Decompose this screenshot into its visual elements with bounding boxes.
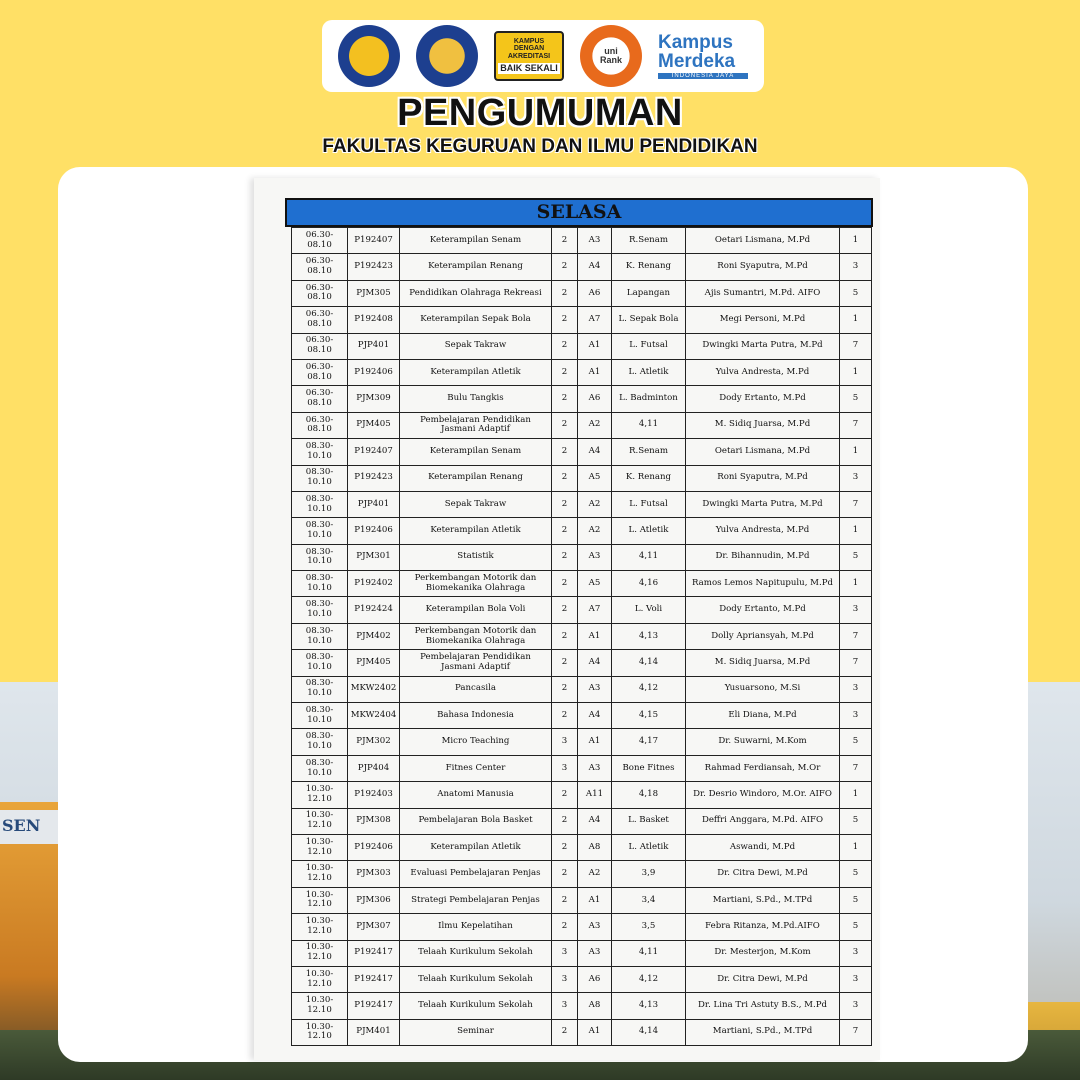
- cell-course-name: Evaluasi Pembelajaran Penjas: [400, 861, 552, 887]
- cell-class: A11: [578, 782, 612, 808]
- cell-credits: 2: [552, 307, 578, 333]
- cell-course-name: Micro Teaching: [400, 729, 552, 755]
- unirank-badge-icon: uni Rank: [580, 25, 642, 87]
- cell-course-code: P192406: [348, 834, 400, 860]
- cell-course-code: MKW2402: [348, 676, 400, 702]
- cell-time: 10.30-12.10: [292, 914, 348, 940]
- cell-credits: 2: [552, 544, 578, 570]
- cell-class: A3: [578, 940, 612, 966]
- cell-course-code: PJM301: [348, 544, 400, 570]
- cell-course-name: Keterampilan Sepak Bola: [400, 307, 552, 333]
- kampus-merdeka-logo-icon: Kampus Merdeka INDONESIA JAYA: [658, 31, 748, 81]
- cell-course-code: PJP401: [348, 333, 400, 359]
- cell-lecturer: Dody Ertanto, M.Pd: [686, 386, 840, 412]
- table-row: [292, 755, 872, 781]
- cell-course-code: PJP404: [348, 755, 400, 781]
- cell-course-name: Bulu Tangkis: [400, 386, 552, 412]
- cell-lecturer: Oetari Lismana, M.Pd: [686, 228, 840, 254]
- table-row: [292, 650, 872, 676]
- cell-semester: 3: [840, 940, 872, 966]
- cell-time: 08.30-10.10: [292, 650, 348, 676]
- cell-semester: 5: [840, 808, 872, 834]
- cell-room: L. Atletik: [612, 359, 686, 385]
- cell-room: 4,14: [612, 1019, 686, 1045]
- cell-semester: 3: [840, 703, 872, 729]
- table-row: [292, 597, 872, 623]
- cell-semester: 7: [840, 1019, 872, 1045]
- cell-room: K. Renang: [612, 465, 686, 491]
- cell-semester: 5: [840, 861, 872, 887]
- cell-room: L. Atletik: [612, 834, 686, 860]
- cell-class: A1: [578, 359, 612, 385]
- cell-room: L. Sepak Bola: [612, 307, 686, 333]
- cell-course-name: Telaah Kurikulum Sekolah: [400, 966, 552, 992]
- cell-course-name: Keterampilan Atletik: [400, 359, 552, 385]
- cell-room: 4,15: [612, 703, 686, 729]
- cell-time: 08.30-10.10: [292, 518, 348, 544]
- table-row: [292, 808, 872, 834]
- table-row: [292, 491, 872, 517]
- table-row: [292, 940, 872, 966]
- cell-lecturer: Roni Syaputra, M.Pd: [686, 254, 840, 280]
- cell-course-code: P192417: [348, 940, 400, 966]
- cell-time: 06.30-08.10: [292, 280, 348, 306]
- cell-class: A7: [578, 597, 612, 623]
- cell-course-code: PJM306: [348, 887, 400, 913]
- table-row: [292, 966, 872, 992]
- cell-semester: 7: [840, 412, 872, 438]
- cell-credits: 2: [552, 228, 578, 254]
- page-title: PENGUMUMAN: [397, 92, 683, 134]
- cell-room: 4,14: [612, 650, 686, 676]
- cell-course-code: MKW2404: [348, 703, 400, 729]
- cell-class: A2: [578, 518, 612, 544]
- cell-credits: 2: [552, 597, 578, 623]
- cell-lecturer: Dwingki Marta Putra, M.Pd: [686, 333, 840, 359]
- cell-course-code: PJM405: [348, 412, 400, 438]
- cell-course-name: Strategi Pembelajaran Penjas: [400, 887, 552, 913]
- cell-lecturer: Ajis Sumantri, M.Pd. AIFO: [686, 280, 840, 306]
- cell-course-name: Pendidikan Olahraga Rekreasi: [400, 280, 552, 306]
- cell-time: 08.30-10.10: [292, 703, 348, 729]
- cell-time: 10.30-12.10: [292, 966, 348, 992]
- cell-semester: 7: [840, 491, 872, 517]
- table-row: [292, 782, 872, 808]
- cell-class: A8: [578, 834, 612, 860]
- cell-room: R.Senam: [612, 228, 686, 254]
- cell-credits: 2: [552, 703, 578, 729]
- schedule-body: [292, 228, 872, 1046]
- cell-room: L. Basket: [612, 808, 686, 834]
- cell-class: A2: [578, 861, 612, 887]
- cell-class: A4: [578, 650, 612, 676]
- cell-semester: 3: [840, 254, 872, 280]
- cell-lecturer: Roni Syaputra, M.Pd: [686, 465, 840, 491]
- cell-class: A1: [578, 1019, 612, 1045]
- cell-class: A3: [578, 755, 612, 781]
- university-seal-icon: [338, 25, 400, 87]
- cell-credits: 2: [552, 254, 578, 280]
- cell-credits: 2: [552, 808, 578, 834]
- table-row: [292, 412, 872, 438]
- cell-credits: 2: [552, 518, 578, 544]
- cell-lecturer: Dr. Mesterjon, M.Kom: [686, 940, 840, 966]
- cell-course-code: P192402: [348, 571, 400, 597]
- cell-class: A7: [578, 307, 612, 333]
- cell-room: 4,17: [612, 729, 686, 755]
- cell-lecturer: Martiani, S.Pd., M.TPd: [686, 887, 840, 913]
- cell-room: L. Futsal: [612, 491, 686, 517]
- cell-semester: 1: [840, 228, 872, 254]
- page-subtitle: FAKULTAS KEGURUAN DAN ILMU PENDIDIKAN: [322, 136, 758, 157]
- cell-lecturer: Febra Ritanza, M.Pd.AIFO: [686, 914, 840, 940]
- table-row: [292, 439, 872, 465]
- cell-credits: 3: [552, 993, 578, 1019]
- cell-room: 4,16: [612, 571, 686, 597]
- cell-time: 06.30-08.10: [292, 228, 348, 254]
- cell-time: 06.30-08.10: [292, 307, 348, 333]
- cell-course-code: PJM303: [348, 861, 400, 887]
- cell-course-name: Pembelajaran Pendidikan Jasmani Adaptif: [400, 650, 552, 676]
- cell-semester: 1: [840, 782, 872, 808]
- table-row: [292, 914, 872, 940]
- table-row: [292, 1019, 872, 1045]
- cell-room: L. Futsal: [612, 333, 686, 359]
- building-sign: SEN: [0, 810, 66, 844]
- cell-class: A1: [578, 333, 612, 359]
- cell-lecturer: Dolly Apriansyah, M.Pd: [686, 623, 840, 649]
- cell-credits: 2: [552, 861, 578, 887]
- cell-credits: 2: [552, 914, 578, 940]
- cell-semester: 3: [840, 465, 872, 491]
- table-row: [292, 993, 872, 1019]
- cell-time: 06.30-08.10: [292, 386, 348, 412]
- cell-course-name: Seminar: [400, 1019, 552, 1045]
- cell-credits: 2: [552, 491, 578, 517]
- cell-lecturer: Rahmad Ferdiansah, M.Or: [686, 755, 840, 781]
- cell-time: 06.30-08.10: [292, 359, 348, 385]
- cell-credits: 2: [552, 623, 578, 649]
- cell-course-name: Keterampilan Senam: [400, 228, 552, 254]
- cell-course-code: PJM402: [348, 623, 400, 649]
- cell-lecturer: Dr. Citra Dewi, M.Pd: [686, 966, 840, 992]
- cell-room: 3,4: [612, 887, 686, 913]
- cell-room: 3,5: [612, 914, 686, 940]
- cell-time: 10.30-12.10: [292, 940, 348, 966]
- cell-class: A4: [578, 808, 612, 834]
- cell-time: 10.30-12.10: [292, 993, 348, 1019]
- cell-semester: 1: [840, 439, 872, 465]
- cell-course-name: Perkembangan Motorik dan Biomekanika Olahraga: [400, 571, 552, 597]
- cell-semester: 5: [840, 280, 872, 306]
- table-row: [292, 280, 872, 306]
- cell-lecturer: Dody Ertanto, M.Pd: [686, 597, 840, 623]
- cell-room: L. Badminton: [612, 386, 686, 412]
- cell-semester: 5: [840, 544, 872, 570]
- cell-course-code: PJP401: [348, 491, 400, 517]
- cell-semester: 5: [840, 729, 872, 755]
- cell-semester: 3: [840, 676, 872, 702]
- cell-room: 3,9: [612, 861, 686, 887]
- cell-course-code: P192423: [348, 465, 400, 491]
- cell-time: 08.30-10.10: [292, 491, 348, 517]
- cell-lecturer: Dr. Lina Tri Astuty B.S., M.Pd: [686, 993, 840, 1019]
- cell-class: A2: [578, 412, 612, 438]
- cell-lecturer: Dwingki Marta Putra, M.Pd: [686, 491, 840, 517]
- cell-course-code: PJM307: [348, 914, 400, 940]
- cell-course-name: Keterampilan Atletik: [400, 518, 552, 544]
- table-row: [292, 465, 872, 491]
- cell-course-name: Keterampilan Bola Voli: [400, 597, 552, 623]
- cell-credits: 2: [552, 359, 578, 385]
- cell-credits: 2: [552, 412, 578, 438]
- cell-credits: 2: [552, 834, 578, 860]
- table-row: [292, 386, 872, 412]
- cell-course-name: Pembelajaran Bola Basket: [400, 808, 552, 834]
- cell-course-code: PJM405: [348, 650, 400, 676]
- cell-time: 10.30-12.10: [292, 782, 348, 808]
- cell-semester: 3: [840, 597, 872, 623]
- cell-class: A4: [578, 439, 612, 465]
- cell-course-code: P192406: [348, 359, 400, 385]
- cell-time: 08.30-10.10: [292, 571, 348, 597]
- cell-room: Lapangan: [612, 280, 686, 306]
- cell-time: 08.30-10.10: [292, 465, 348, 491]
- cell-course-code: P192423: [348, 254, 400, 280]
- cell-time: 06.30-08.10: [292, 333, 348, 359]
- cell-course-name: Fitnes Center: [400, 755, 552, 781]
- cell-time: 08.30-10.10: [292, 544, 348, 570]
- cell-credits: 2: [552, 887, 578, 913]
- cell-lecturer: Dr. Citra Dewi, M.Pd: [686, 861, 840, 887]
- cell-credits: 2: [552, 650, 578, 676]
- cell-time: 08.30-10.10: [292, 755, 348, 781]
- cell-class: A2: [578, 491, 612, 517]
- cell-lecturer: Yulva Andresta, M.Pd: [686, 518, 840, 544]
- cell-class: A3: [578, 914, 612, 940]
- cell-credits: 2: [552, 280, 578, 306]
- cell-class: A6: [578, 966, 612, 992]
- cell-time: 08.30-10.10: [292, 676, 348, 702]
- cell-lecturer: Megi Personi, M.Pd: [686, 307, 840, 333]
- cell-class: A8: [578, 993, 612, 1019]
- cell-lecturer: Yulva Andresta, M.Pd: [686, 359, 840, 385]
- table-row: [292, 228, 872, 254]
- cell-lecturer: Dr. Bihannudin, M.Pd: [686, 544, 840, 570]
- cell-course-name: Sepak Takraw: [400, 491, 552, 517]
- table-row: [292, 887, 872, 913]
- cell-semester: 7: [840, 650, 872, 676]
- table-row: [292, 676, 872, 702]
- cell-class: A1: [578, 623, 612, 649]
- cell-credits: 3: [552, 940, 578, 966]
- cell-lecturer: Ramos Lemos Napitupulu, M.Pd: [686, 571, 840, 597]
- logo-strip: [322, 20, 764, 92]
- cell-class: A3: [578, 676, 612, 702]
- cell-lecturer: Oetari Lismana, M.Pd: [686, 439, 840, 465]
- cell-course-code: P192403: [348, 782, 400, 808]
- cell-semester: 5: [840, 887, 872, 913]
- cell-course-code: PJM401: [348, 1019, 400, 1045]
- table-row: [292, 834, 872, 860]
- cell-time: 06.30-08.10: [292, 412, 348, 438]
- cell-room: Bone Fitnes: [612, 755, 686, 781]
- cell-room: 4,13: [612, 623, 686, 649]
- cell-room: K. Renang: [612, 254, 686, 280]
- cell-class: A1: [578, 887, 612, 913]
- cell-room: 4,11: [612, 544, 686, 570]
- table-row: [292, 254, 872, 280]
- cell-time: 06.30-08.10: [292, 254, 348, 280]
- cell-time: 08.30-10.10: [292, 439, 348, 465]
- table-row: [292, 518, 872, 544]
- cell-time: 10.30-12.10: [292, 1019, 348, 1045]
- cell-room: 4,13: [612, 993, 686, 1019]
- accreditation-badge-icon: KAMPUS DENGAN AKREDITASI BAIK SEKALI: [494, 31, 564, 81]
- cell-semester: 7: [840, 623, 872, 649]
- cell-class: A3: [578, 228, 612, 254]
- cell-room: 4,18: [612, 782, 686, 808]
- cell-time: 10.30-12.10: [292, 834, 348, 860]
- cell-class: A3: [578, 544, 612, 570]
- cell-course-code: P192406: [348, 518, 400, 544]
- cell-room: L. Atletik: [612, 518, 686, 544]
- cell-time: 10.30-12.10: [292, 808, 348, 834]
- cell-semester: 5: [840, 914, 872, 940]
- cell-course-code: PJM305: [348, 280, 400, 306]
- cell-course-code: P192407: [348, 439, 400, 465]
- cell-lecturer: Dr. Suwarni, M.Kom: [686, 729, 840, 755]
- cell-credits: 2: [552, 386, 578, 412]
- cell-time: 08.30-10.10: [292, 729, 348, 755]
- cell-semester: 1: [840, 518, 872, 544]
- cell-course-name: Anatomi Manusia: [400, 782, 552, 808]
- cell-lecturer: Dr. Desrio Windoro, M.Or. AIFO: [686, 782, 840, 808]
- cell-credits: 3: [552, 755, 578, 781]
- cell-credits: 2: [552, 676, 578, 702]
- cell-semester: 1: [840, 307, 872, 333]
- cell-course-name: Keterampilan Renang: [400, 465, 552, 491]
- cell-semester: 1: [840, 571, 872, 597]
- cell-lecturer: Eli Diana, M.Pd: [686, 703, 840, 729]
- cell-room: 4,12: [612, 676, 686, 702]
- cell-room: R.Senam: [612, 439, 686, 465]
- cell-course-name: Bahasa Indonesia: [400, 703, 552, 729]
- cell-course-code: PJM309: [348, 386, 400, 412]
- faculty-seal-icon: [416, 25, 478, 87]
- cell-course-code: P192424: [348, 597, 400, 623]
- table-row: [292, 571, 872, 597]
- cell-class: A6: [578, 280, 612, 306]
- cell-class: A5: [578, 571, 612, 597]
- cell-lecturer: M. Sidiq Juarsa, M.Pd: [686, 412, 840, 438]
- cell-semester: 7: [840, 755, 872, 781]
- cell-course-code: P192417: [348, 993, 400, 1019]
- cell-semester: 1: [840, 359, 872, 385]
- cell-course-code: P192407: [348, 228, 400, 254]
- schedule-sheet: [285, 198, 873, 1050]
- cell-class: A1: [578, 729, 612, 755]
- cell-course-name: Telaah Kurikulum Sekolah: [400, 993, 552, 1019]
- cell-room: 4,11: [612, 412, 686, 438]
- cell-course-name: Pembelajaran Pendidikan Jasmani Adaptif: [400, 412, 552, 438]
- cell-credits: 2: [552, 465, 578, 491]
- table-row: [292, 703, 872, 729]
- day-header: SELASA: [285, 198, 873, 227]
- table-row: [292, 729, 872, 755]
- cell-course-code: PJM308: [348, 808, 400, 834]
- cell-course-name: Perkembangan Motorik dan Biomekanika Olahraga: [400, 623, 552, 649]
- cell-class: A4: [578, 703, 612, 729]
- cell-course-name: Keterampilan Renang: [400, 254, 552, 280]
- table-row: [292, 333, 872, 359]
- cell-lecturer: Martiani, S.Pd., M.TPd: [686, 1019, 840, 1045]
- cell-course-code: P192408: [348, 307, 400, 333]
- cell-credits: 2: [552, 1019, 578, 1045]
- cell-room: L. Voli: [612, 597, 686, 623]
- cell-semester: 3: [840, 966, 872, 992]
- cell-class: A4: [578, 254, 612, 280]
- cell-credits: 2: [552, 782, 578, 808]
- cell-lecturer: Yusuarsono, M.Si: [686, 676, 840, 702]
- cell-course-code: P192417: [348, 966, 400, 992]
- cell-lecturer: M. Sidiq Juarsa, M.Pd: [686, 650, 840, 676]
- cell-lecturer: Deffri Anggara, M.Pd. AIFO: [686, 808, 840, 834]
- cell-course-code: PJM302: [348, 729, 400, 755]
- schedule-table: [291, 227, 872, 1046]
- cell-course-name: Ilmu Kepelatihan: [400, 914, 552, 940]
- cell-room: 4,11: [612, 940, 686, 966]
- cell-credits: 2: [552, 333, 578, 359]
- cell-course-name: Statistik: [400, 544, 552, 570]
- cell-time: 10.30-12.10: [292, 887, 348, 913]
- cell-class: A6: [578, 386, 612, 412]
- cell-semester: 1: [840, 834, 872, 860]
- cell-course-name: Keterampilan Senam: [400, 439, 552, 465]
- cell-semester: 3: [840, 993, 872, 1019]
- table-row: [292, 544, 872, 570]
- cell-credits: 2: [552, 439, 578, 465]
- cell-semester: 5: [840, 386, 872, 412]
- cell-time: 10.30-12.10: [292, 861, 348, 887]
- cell-room: 4,12: [612, 966, 686, 992]
- cell-course-name: Telaah Kurikulum Sekolah: [400, 940, 552, 966]
- cell-credits: 3: [552, 966, 578, 992]
- cell-credits: 3: [552, 729, 578, 755]
- cell-course-name: Pancasila: [400, 676, 552, 702]
- cell-time: 08.30-10.10: [292, 623, 348, 649]
- cell-course-name: Keterampilan Atletik: [400, 834, 552, 860]
- cell-credits: 2: [552, 571, 578, 597]
- cell-time: 08.30-10.10: [292, 597, 348, 623]
- table-row: [292, 359, 872, 385]
- cell-lecturer: Aswandi, M.Pd: [686, 834, 840, 860]
- table-row: [292, 623, 872, 649]
- cell-class: A5: [578, 465, 612, 491]
- cell-semester: 7: [840, 333, 872, 359]
- table-row: [292, 307, 872, 333]
- table-row: [292, 861, 872, 887]
- cell-course-name: Sepak Takraw: [400, 333, 552, 359]
